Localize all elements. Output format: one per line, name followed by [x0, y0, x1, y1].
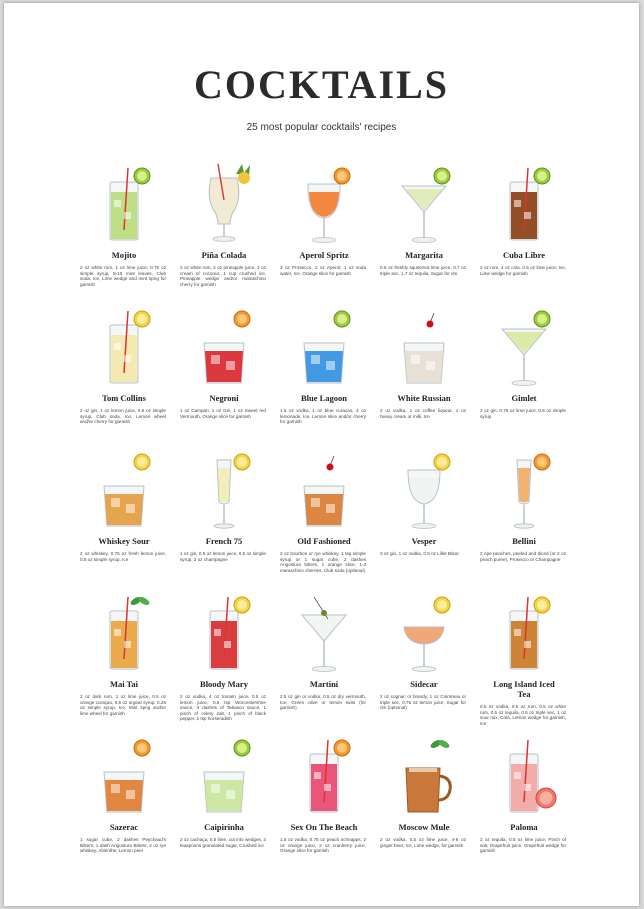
cocktail-recipe: 2 oz cachaça, 0.5 lime, cut into wedges, 2 teaspoons granulated sugar, Crushed ice [180, 837, 266, 848]
cocktail-name: Vesper [411, 536, 437, 546]
cocktail-recipe: 2 oz gin, 1 oz lemon juice, 0.5 oz simple syrup, Club soda, Ice, Lemon wheel and/or cherry for garnish [80, 408, 166, 425]
cocktail-name: Moscow Mule [398, 822, 450, 832]
cocktail-name: Bloody Mary [200, 679, 248, 689]
cocktail-name: Long Island Iced Tea [493, 679, 555, 699]
cocktail-illustration [484, 589, 564, 675]
cocktail-illustration [284, 589, 364, 675]
cocktail-card [374, 730, 474, 873]
cocktail-name: Whiskey Sour [98, 536, 150, 546]
cocktail-illustration [284, 446, 364, 532]
cocktail-name: Bellini [512, 536, 536, 546]
cocktail-recipe: 2 oz whiskey, 0.75 oz fresh lemon juice, 0.5 oz simple syrup, Ice [80, 551, 166, 562]
cocktail-name: Sex On The Beach [290, 822, 358, 832]
cocktail-card [274, 158, 374, 301]
cocktail-illustration [184, 303, 264, 389]
poster [4, 3, 639, 906]
cocktail-name: Cuba Libre [502, 250, 546, 260]
cocktail-illustration [484, 160, 564, 246]
cocktail-name: Blue Lagoon [300, 393, 348, 403]
cocktail-recipe: 2 oz rum, 4 oz cola, 0.5 oz lime juice, Ice, Lime wedge for garnish [480, 265, 566, 276]
cocktail-illustration [284, 160, 364, 246]
cocktail-recipe: 2 oz tequila, 0.5 oz lime juice, Pinch of salt, Grapefruit juice, Grapefruit wedge for garnish [480, 837, 566, 854]
cocktail-card [74, 587, 174, 730]
cocktail-illustration [384, 446, 464, 532]
cocktail-recipe: 2 oz vodka, 0.5 oz lime juice, 4-6 oz ginger beer, Ice, Lime wedge, for garnish [380, 837, 466, 848]
cocktail-recipe: 2.5 oz gin or vodka, 0.5 oz dry vermouth, Ice, Green olive or lemon twist (for garnish) [280, 694, 366, 711]
cocktail-illustration [184, 160, 264, 246]
cocktail-recipe: 2 oz white rum, 2 oz pineapple juice, 2 oz cream of coconut, 1 cup crushed ice, Pineapple wedge and/or maraschino cherry for garnish [180, 265, 266, 287]
cocktail-recipe: 2 oz dark rum, 1 oz lime juice, 0.5 oz orange curaçao, 0.5 oz orgeat syrup, 0.25 oz simple syrup, Ice, Mint sprig and/or lime wheel for garnish [80, 694, 166, 716]
cocktail-name: Gimlet [511, 393, 537, 403]
cocktail-name: Negroni [209, 393, 239, 403]
cocktail-name: Sazerac [109, 822, 139, 832]
cocktail-illustration [384, 732, 464, 818]
cocktail-name: Aperol Spritz [299, 250, 349, 260]
cocktail-illustration [484, 732, 564, 818]
cocktail-name: Paloma [510, 822, 538, 832]
cocktail-recipe: 1.5 oz vodka, 1 oz blue curaçao, 4 oz lemonade, Ice, Lemon slice and/or cherry for garnish [280, 408, 366, 425]
cocktail-illustration [284, 732, 364, 818]
cocktail-illustration [84, 589, 164, 675]
cocktail-illustration [84, 303, 164, 389]
cocktail-grid [74, 158, 574, 873]
cocktail-card [274, 730, 374, 873]
cocktail-recipe: 3 oz Prosecco, 2 oz Aperol, 1 oz soda water, Ice, Orange slice for garnish [280, 265, 366, 276]
cocktail-name: Sidecar [410, 679, 438, 689]
cocktail-recipe: 0.5 oz freshly squeezed lime juice, 0.7 oz triple sec, 1.7 oz tequila, Sugar for rim [380, 265, 466, 276]
cocktail-card [374, 587, 474, 730]
cocktail-card [74, 158, 174, 301]
cocktail-recipe: 0.5 oz vodka, 0.5 oz rum, 0.5 oz white rum, 0.5 oz tequila, 0.5 oz triple sec, 1 oz sour mix, Cola, Lemon wedge for garnish, Ice [480, 704, 566, 726]
cocktail-card [274, 301, 374, 444]
cocktail-recipe: 2 ripe peaches, peeled and diced (or 2 oz peach puree), Prosecco or Champagne [480, 551, 566, 562]
cocktail-card [174, 158, 274, 301]
cocktail-card [174, 301, 274, 444]
cocktail-illustration [384, 589, 464, 675]
cocktail-recipe: 2 oz white rum, 1 oz lime juice, 0.75 oz simple syrup, 8-10 mint leaves, Club soda, Ice, Lime wedge and mint sprig for garnish [80, 265, 166, 287]
page-subtitle: 25 most popular cocktails' recipes [246, 122, 397, 133]
cocktail-card [474, 730, 574, 873]
cocktail-recipe: 1 oz Campari, 1 oz Gin, 1 oz Sweet red Vermouth, Orange slice for garnish [180, 408, 266, 419]
cocktail-name: Margarita [405, 250, 443, 260]
cocktail-name: Old Fashioned [297, 536, 351, 546]
cocktail-illustration [184, 732, 264, 818]
cocktail-card [374, 444, 474, 587]
cocktail-illustration [84, 732, 164, 818]
cocktail-recipe: 2 oz bourbon or rye whiskey, 1 tsp simple syrup or 1 sugar cube, 2 dashes Angostura bitters, 1 orange slice, 1-2 maraschino cherries, Club soda (optional) [280, 551, 366, 573]
cocktail-recipe: 2 oz vodka, 1 oz coffee liqueur, 1 oz heavy cream or milk, Ice [380, 408, 466, 419]
cocktail-name: Piña Colada [201, 250, 247, 260]
cocktail-card [474, 301, 574, 444]
cocktail-illustration [484, 446, 564, 532]
cocktail-card [174, 730, 274, 873]
cocktail-recipe: 1.5 oz vodka, 0.75 oz peach schnapps, 2 oz orange juice, 2 oz cranberry juice, Orange slice for garnish [280, 837, 366, 854]
cocktail-card [474, 587, 574, 730]
cocktail-recipe: 1 oz gin, 0.5 oz lemon juice, 0.5 oz simple syrup, 2 oz champagne [180, 551, 266, 562]
cocktail-card [374, 301, 474, 444]
cocktail-recipe: 2 oz vodka, 4 oz tomato juice, 0.5 oz lemon juice, 0.5 tsp Worcestershire sauce, 3 dashes of Tabasco sauce, 1 pinch of celery salt, 1 pinch of black pepper, 1 tsp horseradish [180, 694, 266, 722]
cocktail-recipe: 1 sugar cube, 2 dashes Peychaud's Bitters, 1 dash Angostura Bitters, 2 oz rye whiskey, Absinthe, Lemon peel [80, 837, 166, 854]
cocktail-name: Caipirinha [204, 822, 244, 832]
cocktail-name: White Russian [397, 393, 451, 403]
cocktail-illustration [384, 303, 464, 389]
cocktail-card [74, 444, 174, 587]
cocktail-name: Martini [309, 679, 339, 689]
cocktail-illustration [384, 160, 464, 246]
cocktail-card [174, 587, 274, 730]
cocktail-name: Mojito [111, 250, 137, 260]
cocktail-card [474, 158, 574, 301]
cocktail-recipe: 2 oz gin, 0.75 oz lime juice, 0.5 oz simple syrup [480, 408, 566, 419]
cocktail-card [274, 444, 374, 587]
cocktail-card [74, 301, 174, 444]
cocktail-illustration [184, 446, 264, 532]
cocktail-card [174, 444, 274, 587]
cocktail-illustration [284, 303, 364, 389]
cocktail-illustration [184, 589, 264, 675]
cocktail-card [474, 444, 574, 587]
cocktail-recipe: 2 oz cognac or brandy, 1 oz Cointreau or triple sec, 0.75 oz lemon juice, Sugar for rim (optional) [380, 694, 466, 711]
cocktail-illustration [484, 303, 564, 389]
cocktail-recipe: 3 oz gin, 1 oz vodka, 0.5 oz Lillet Blanc [380, 551, 460, 556]
cocktail-card [74, 730, 174, 873]
cocktail-illustration [84, 160, 164, 246]
cocktail-name: French 75 [205, 536, 243, 546]
page-title: COCKTAILS [193, 62, 450, 107]
cocktail-card [274, 587, 374, 730]
cocktail-name: Tom Collins [102, 393, 146, 403]
cocktail-card [374, 158, 474, 301]
cocktail-name: Mai Tai [109, 679, 139, 689]
cocktail-illustration [84, 446, 164, 532]
